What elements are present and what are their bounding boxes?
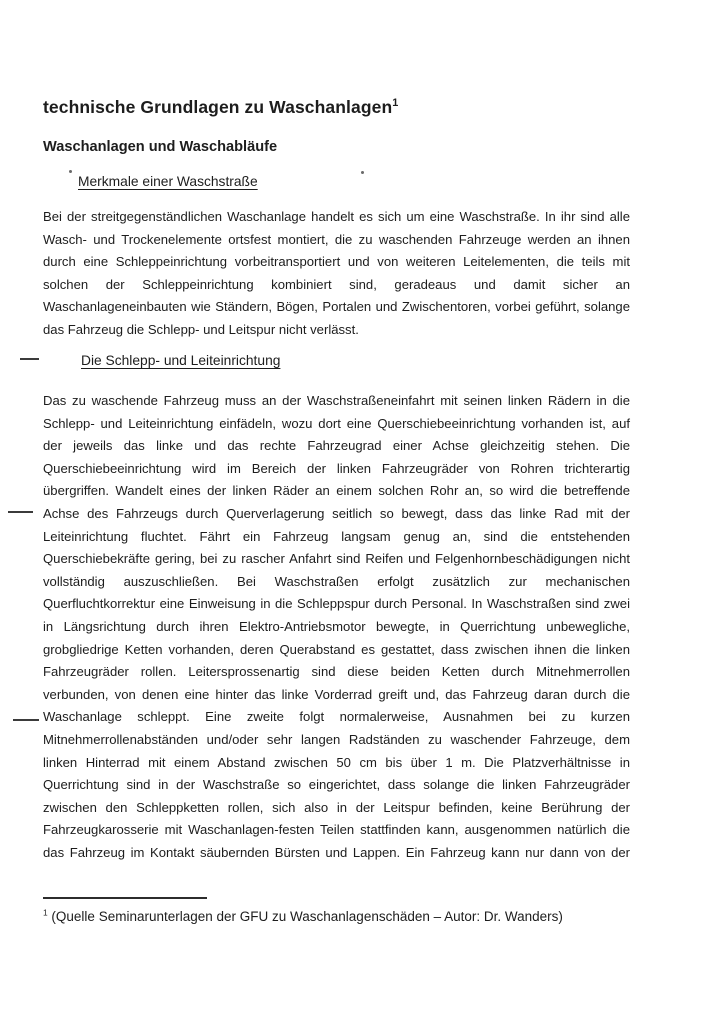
- page-title-text: technische Grundlagen zu Waschanlagen: [43, 97, 393, 117]
- paragraph-line: vollständig auszuschließen. Bei Waschstraßen erfolgt zusätzlich zur mechanischen: [43, 573, 630, 589]
- paragraph-leiteinrichtung: [43, 390, 630, 864]
- paragraph-line: solchen der Schleppeinrichtung kombiniert sind, geradeaus und damit sicher an: [43, 276, 630, 292]
- paragraph-line: Fahrzeugkarosserie mit Waschanlagen-festen Teilen stattfinden kann, ausgenommen natürlich die: [43, 822, 630, 838]
- margin-mark: [20, 358, 39, 360]
- paragraph-line: Querrichtung sind in der Waschstraße so eingerichtet, dass solange die linken Fahrzeugräder: [43, 777, 630, 793]
- paragraph-line: Bei der streitgegenständlichen Waschanlage handelt es sich um eine Waschstraße. In ihr sind alle: [43, 209, 630, 224]
- footnote: [43, 906, 630, 928]
- paragraph-line: übergriffen. Wandelt eines der linken Räder an einem solchen Rohr an, so wird die betreffende: [43, 483, 630, 499]
- paragraph-line: das Fahrzeug im Kontakt säubernden Bürsten und Lappen. Ein Fahrzeug kann nur dann von der: [43, 844, 630, 860]
- paragraph-line: Schlepp- und Leiteinrichtung einfädeln, wozu dort eine Querschiebeeinrichtung vorhanden ist, auf: [43, 415, 630, 431]
- section-heading-schleppeinrichtung: Die Schlepp- und Leiteinrichtung: [81, 353, 281, 368]
- paragraph-line: durch eine Schleppeinrichtung vorbeitransportiert und von weiteren Leitelementen, die teils mit: [43, 254, 630, 270]
- footnote-separator: [43, 897, 207, 899]
- paragraph-line: Fahrzeugräder rollen. Leitersprossenartig sind diese beiden Ketten durch Mitnehmerrollen: [43, 664, 630, 680]
- margin-mark: [13, 719, 39, 721]
- footnote-marker: 1: [43, 907, 48, 918]
- title-footnote-marker: 1: [392, 97, 399, 110]
- paragraph-waschstrasse: [43, 206, 630, 342]
- paragraph-line: das Fahrzeug die Schlepp- und Leitspur nicht verlässt.: [43, 321, 359, 337]
- paragraph-line: Querschiebekräfte gering, bei zu rascher Anfahrt sind Reifen und Felgenhornbeschädigungen nicht: [43, 551, 630, 567]
- scan-artifact-dot: [361, 171, 364, 174]
- paragraph-line: in Längsrichtung durch ihren Elektro-Antriebsmotor bewegte, in Querrichtung unbewegliche,: [43, 618, 630, 634]
- paragraph-line: linken Hinterrad mit einem Abstand zwischen 50 cm bis über 1 m. Die Platzverhältnisse in: [43, 754, 630, 770]
- paragraph-line: grobgliedrige Ketten vorhanden, deren Querabstand es gestattet, dass zwischen ihnen die linken: [43, 641, 630, 657]
- margin-mark: [8, 511, 33, 513]
- paragraph-line: zwischen den Schleppketten rollen, sich also in der Leitspur befinden, keine Berührung der: [43, 799, 630, 815]
- paragraph-line: Wasch- und Trockenelemente ortsfest montiert, die zu waschenden Fahrzeuge werden an ihnen: [43, 231, 630, 247]
- paragraph-line: verbunden, von denen eine hinter das linke Vorderrad greift und, das Fahrzeug daran durch die: [43, 686, 630, 702]
- paragraph-line: Waschanlageneinbauten wie Ständern, Bögen, Portalen und Zwischentoren, vorbei geführt, solange: [43, 299, 630, 315]
- footnote-text: (Quelle Seminarunterlagen der GFU zu Waschanlagenschäden – Autor: Dr. Wanders): [51, 909, 563, 924]
- paragraph-line: Querfluchtkorrektur eine Einweisung in die Schleppspur durch Personal. In Waschstraßen sind zwei: [43, 596, 630, 612]
- paragraph-line: Das zu waschende Fahrzeug muss an der Waschstraßeneinfahrt mit seinen linken Rädern in die: [43, 393, 630, 408]
- scan-artifact-dot: [69, 170, 72, 173]
- paragraph-line: Leiteinrichtung fluchtet. Fährt ein Fahrzeug langsam genug an, sind die entstehenden: [43, 528, 630, 544]
- paragraph-line: Querschiebeeinrichtung wird im Bereich der linken Fahrzeugräder von Rohren trichterartig: [43, 460, 630, 476]
- page-title: [43, 97, 398, 118]
- paragraph-line: Waschanlage schleppt. Eine zweite folgt normalerweise, Ausnahmen bei zu kurzen: [43, 709, 630, 725]
- paragraph-line: der jeweils das linke und das rechte Fahrzeugrad einer Achse gleichzeitig stehen. Die: [43, 438, 630, 454]
- paragraph-line: Mitnehmerrollenabständen und/oder sehr langen Radständen zu waschender Fahrzeuge, dem: [43, 731, 630, 747]
- section-heading-merkmale: Merkmale einer Waschstraße: [78, 174, 258, 189]
- paragraph-line: Achse des Fahrzeugs durch Querverlagerung seitlich so bewegt, dass das linke Rad mit der: [43, 505, 630, 521]
- document-subtitle: Waschanlagen und Waschabläufe: [43, 139, 278, 155]
